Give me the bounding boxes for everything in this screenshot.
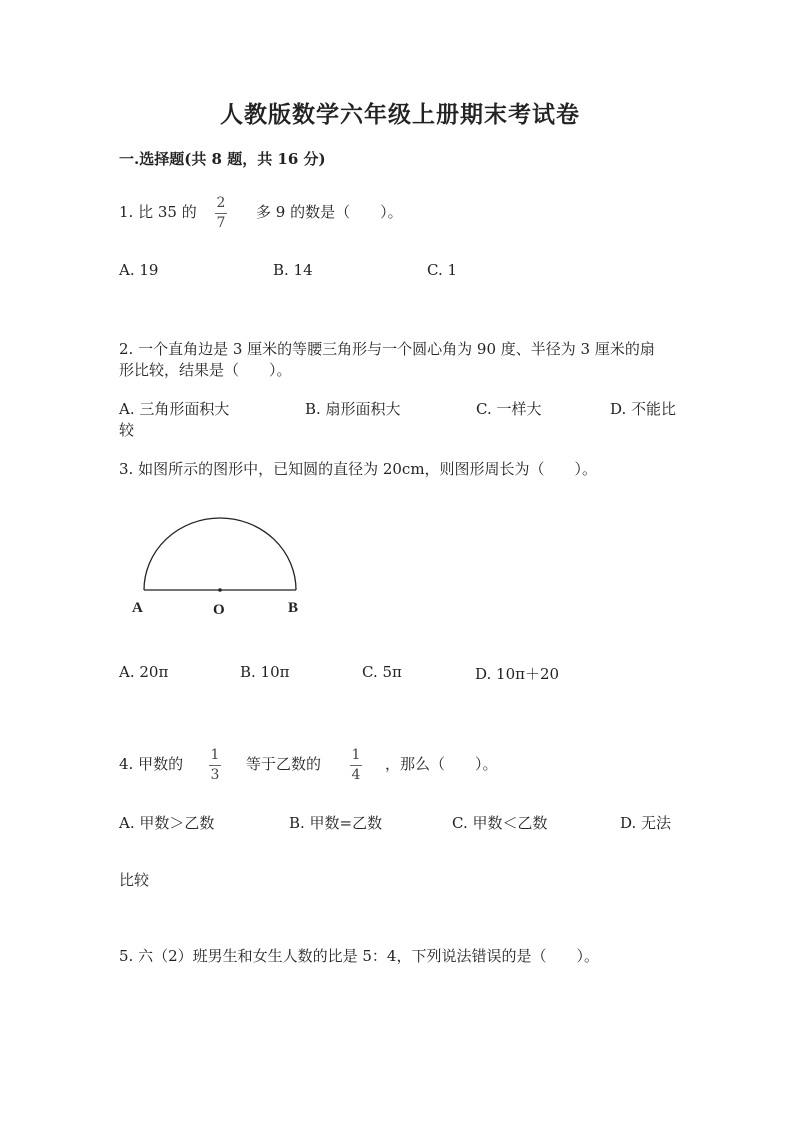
q4-frac2-numerator: 1 xyxy=(351,747,361,763)
point-a-label: A xyxy=(132,600,143,616)
q4-fraction-2 xyxy=(350,748,362,783)
q2-line-1: 2. 一个直角边是 3 厘米的等腰三角形与一个圆心角为 90 度、半径为 3 厘米的扇 xyxy=(119,340,655,358)
q4-frac1-numerator: 1 xyxy=(210,747,220,763)
q1-frac-numerator: 2 xyxy=(216,195,226,211)
q4-option-c: C. 甲数＜乙数 xyxy=(452,814,548,832)
semicircle-figure xyxy=(120,505,320,625)
q2-option-b: B. 扇形面积大 xyxy=(305,400,401,418)
q1-fraction xyxy=(215,196,227,231)
q5-text: 5. 六（2）班男生和女生人数的比是 5：4，下列说法错误的是（ ）。 xyxy=(119,947,599,965)
q3-option-d: D. 10π＋20 xyxy=(475,665,560,683)
q1-option-a: A. 19 xyxy=(119,261,159,279)
point-o-label: O xyxy=(213,602,225,618)
q2-option-d: D. 不能比 xyxy=(610,400,677,418)
q3-option-a: A. 20π xyxy=(119,663,169,681)
q4-option-b: B. 甲数=乙数 xyxy=(289,814,383,832)
q4-option-d-wrap: 比较 xyxy=(119,871,150,889)
q4-middle: 等于乙数的 xyxy=(246,755,322,773)
q1-prefix: 1. 比 35 的 xyxy=(119,203,197,221)
section-heading: 一.选择题(共 8 题，共 16 分) xyxy=(119,150,326,168)
q4-suffix: ，那么（ ）。 xyxy=(385,755,498,773)
q3-text: 3. 如图所示的图形中，已知圆的直径为 20cm，则图形周长为（ ）。 xyxy=(119,460,598,478)
q1-option-b: B. 14 xyxy=(273,261,313,279)
q3-option-c: C. 5π xyxy=(362,663,402,681)
q2-option-a: A. 三角形面积大 xyxy=(119,400,230,418)
q4-option-a: A. 甲数＞乙数 xyxy=(119,814,215,832)
q4-frac2-denominator: 4 xyxy=(351,767,361,783)
q4-frac1-denominator: 3 xyxy=(210,767,220,783)
q4-option-d: D. 无法 xyxy=(620,814,672,832)
q1-frac-denominator: 7 xyxy=(216,215,226,231)
q2-option-d-wrap: 较 xyxy=(119,421,135,439)
page-title: 人教版数学六年级上册期末考试卷 xyxy=(220,101,580,128)
q1-option-c: C. 1 xyxy=(427,261,458,279)
q3-option-b: B. 10π xyxy=(240,663,290,681)
q4-fraction-1 xyxy=(209,748,221,783)
point-b-label: B xyxy=(288,600,299,616)
q4-prefix: 4. 甲数的 xyxy=(119,755,184,773)
q2-line-2: 形比较，结果是（ ）。 xyxy=(119,361,292,379)
q2-option-c: C. 一样大 xyxy=(476,400,542,418)
q1-suffix: 多 9 的数是（ ）。 xyxy=(256,203,403,221)
